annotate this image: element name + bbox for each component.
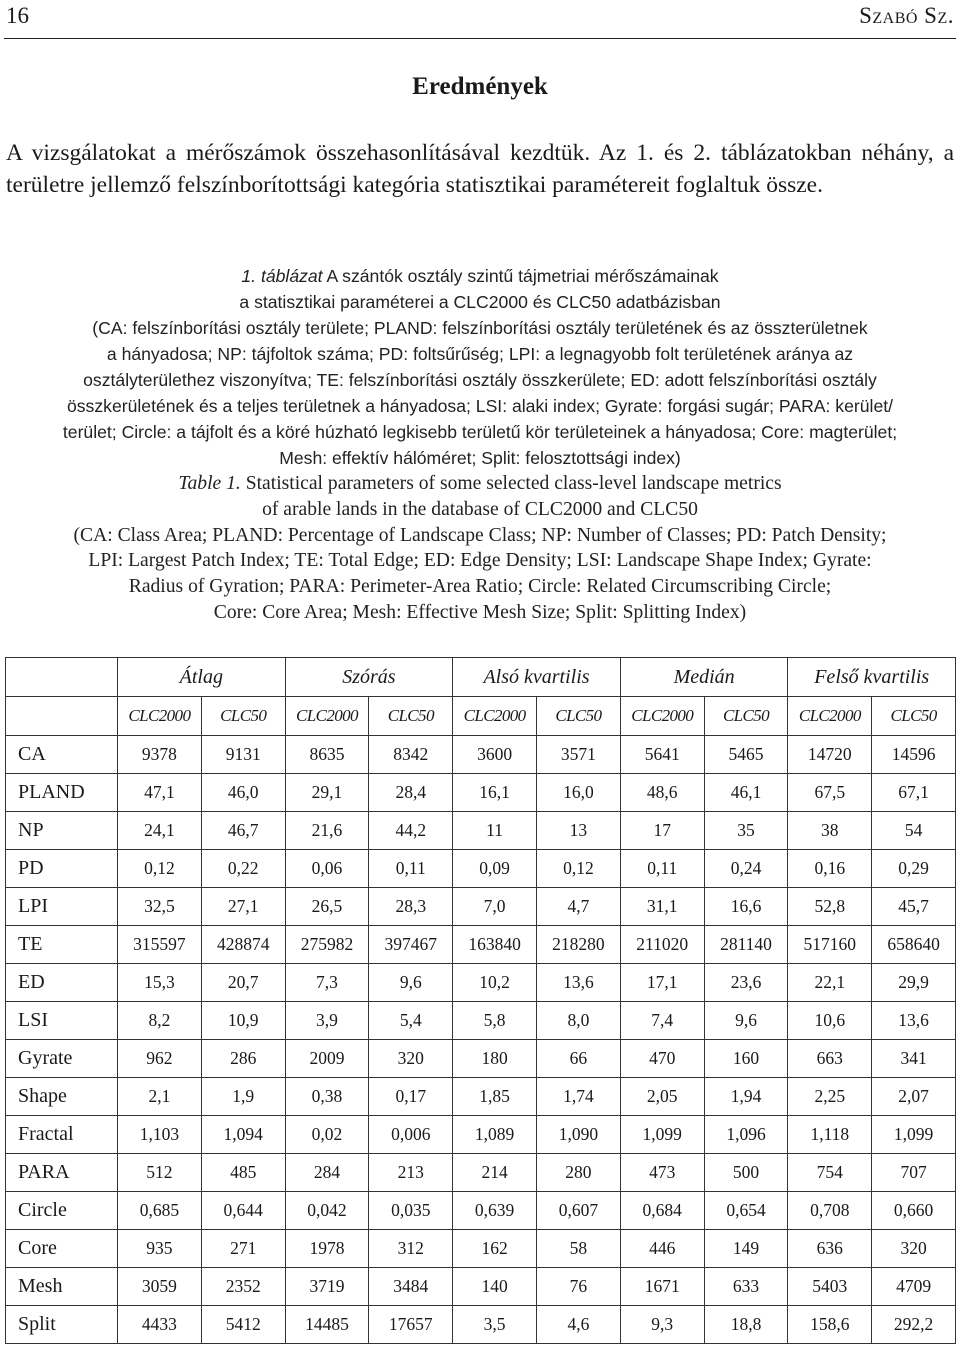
caption-hungarian (4, 263, 956, 471)
table-cell: 26,5 (285, 888, 369, 926)
table-cell: 0,09 (453, 850, 537, 888)
intro-paragraph (6, 137, 954, 201)
table-cell: 0,006 (369, 1116, 453, 1154)
row-label: Circle (6, 1192, 118, 1230)
table-cell: 15,3 (118, 964, 202, 1002)
caption-en-line: of arable lands in the database of CLC2000 and CLC50 (262, 498, 698, 520)
table-cell: 2,25 (788, 1078, 872, 1116)
column-header: CLC2000 (285, 697, 369, 736)
table-cell: 38 (788, 812, 872, 850)
statistics-table (5, 657, 956, 1344)
table-cell: 9378 (118, 736, 202, 774)
table-cell: 67,5 (788, 774, 872, 812)
caption-en-line: LPI: Largest Patch Index; TE: Total Edge; ED: Edge Density; LSI: Landscape Shape Index; Gyrate: (88, 550, 872, 572)
table-cell: 397467 (369, 926, 453, 964)
table-cell: 76 (537, 1268, 621, 1306)
table-cell: 0,02 (285, 1116, 369, 1154)
table-cell: 160 (704, 1040, 788, 1078)
table-row (6, 1306, 956, 1344)
group-header: Felső kvartilis (788, 658, 956, 697)
row-label: Fractal (6, 1116, 118, 1154)
table-cell: 4433 (118, 1306, 202, 1344)
table-cell: 2352 (201, 1268, 285, 1306)
table-cell: 1,9 (201, 1078, 285, 1116)
table-cell: 470 (620, 1040, 704, 1078)
table-cell: 707 (872, 1154, 956, 1192)
table-cell: 54 (872, 812, 956, 850)
table-cell: 16,0 (537, 774, 621, 812)
table-cell: 1,099 (872, 1116, 956, 1154)
table-body (6, 736, 956, 1344)
table-cell: 180 (453, 1040, 537, 1078)
table-cell: 0,12 (537, 850, 621, 888)
table-cell: 1,103 (118, 1116, 202, 1154)
corner-cell (6, 697, 118, 736)
table-row (6, 964, 956, 1002)
table-cell: 517160 (788, 926, 872, 964)
row-label: Core (6, 1230, 118, 1268)
table-cell: 3571 (537, 736, 621, 774)
table-cell: 281140 (704, 926, 788, 964)
table-cell: 3600 (453, 736, 537, 774)
table-row (6, 812, 956, 850)
caption-en-line: Radius of Gyration; PARA: Perimeter-Area Ratio; Circle: Related Circumscribing Circle; (128, 576, 832, 598)
table-cell: 0,685 (118, 1192, 202, 1230)
table-cell: 9,6 (369, 964, 453, 1002)
caption-en-line: (CA: Class Area; PLAND: Percentage of Landscape Class; NP: Number of Classes; PD: Patch Density; (73, 524, 887, 546)
table-cell: 473 (620, 1154, 704, 1192)
row-label: TE (6, 926, 118, 964)
table-cell: 320 (872, 1230, 956, 1268)
table-cell: 213 (369, 1154, 453, 1192)
table-cell: 17,1 (620, 964, 704, 1002)
table-cell: 280 (537, 1154, 621, 1192)
table-cell: 8635 (285, 736, 369, 774)
caption-hu-line: Mesh: effektív hálóméret; Split: felosztottsági index) (279, 448, 681, 468)
table-cell: 962 (118, 1040, 202, 1078)
caption-hu-line: (CA: felszínborítási osztály területe; PLAND: felszínborítási osztály területének és az összterületnek (92, 318, 868, 338)
caption-en-line (4, 471, 956, 497)
row-label: PLAND (6, 774, 118, 812)
table-cell: 28,4 (369, 774, 453, 812)
table-cell: 2009 (285, 1040, 369, 1078)
table-cell: 5,4 (369, 1002, 453, 1040)
group-header: Medián (620, 658, 788, 697)
row-label: PARA (6, 1154, 118, 1192)
table-cell: 1,099 (620, 1116, 704, 1154)
row-label: Gyrate (6, 1040, 118, 1078)
table-cell: 13,6 (537, 964, 621, 1002)
table-cell: 46,0 (201, 774, 285, 812)
caption-en-line: Core: Core Area; Mesh: Effective Mesh Size; Split: Splitting Index) (213, 601, 747, 623)
table-cell: 0,29 (872, 850, 956, 888)
column-header: CLC2000 (788, 697, 872, 736)
table-cell: 8342 (369, 736, 453, 774)
table-cell: 16,6 (704, 888, 788, 926)
group-header-row (6, 658, 956, 697)
table-cell: 5403 (788, 1268, 872, 1306)
table-cell: 29,9 (872, 964, 956, 1002)
table-cell: 1978 (285, 1230, 369, 1268)
running-head: Szabó Sz. (859, 3, 954, 28)
table-cell: 0,639 (453, 1192, 537, 1230)
table-cell: 446 (620, 1230, 704, 1268)
group-header: Átlag (118, 658, 286, 697)
table-cell: 214 (453, 1154, 537, 1192)
table-cell: 658640 (872, 926, 956, 964)
table-cell: 0,607 (537, 1192, 621, 1230)
table-cell: 3,9 (285, 1002, 369, 1040)
caption-en-title: Statistical parameters of some selected class-level landscape metrics (245, 473, 782, 494)
table-cell: 20,7 (201, 964, 285, 1002)
table-cell: 0,644 (201, 1192, 285, 1230)
table-cell: 0,660 (872, 1192, 956, 1230)
table-row (6, 1002, 956, 1040)
table-cell: 7,3 (285, 964, 369, 1002)
table-cell: 512 (118, 1154, 202, 1192)
table-cell: 3484 (369, 1268, 453, 1306)
table-cell: 3,5 (453, 1306, 537, 1344)
table-cell: 0,708 (788, 1192, 872, 1230)
table-cell: 286 (201, 1040, 285, 1078)
table-cell: 23,6 (704, 964, 788, 1002)
table-cell: 9131 (201, 736, 285, 774)
table-cell: 14596 (872, 736, 956, 774)
table-cell: 35 (704, 812, 788, 850)
table-cell: 14720 (788, 736, 872, 774)
table-cell: 1,090 (537, 1116, 621, 1154)
table-cell: 663 (788, 1040, 872, 1078)
table-cell: 13,6 (872, 1002, 956, 1040)
table-cell: 5465 (704, 736, 788, 774)
table-cell: 7,0 (453, 888, 537, 926)
table-cell: 0,654 (704, 1192, 788, 1230)
column-header: CLC2000 (620, 697, 704, 736)
row-label: Shape (6, 1078, 118, 1116)
table-cell: 67,1 (872, 774, 956, 812)
table-cell: 320 (369, 1040, 453, 1078)
table-cell: 52,8 (788, 888, 872, 926)
table-cell: 4,6 (537, 1306, 621, 1344)
table-cell: 218280 (537, 926, 621, 964)
caption-hu-line: osztályterülethez viszonyítva; TE: felszínborítási osztály összkerülete; ED: adott felszínborítási osztály (83, 370, 877, 390)
table-row (6, 850, 956, 888)
table-cell: 10,2 (453, 964, 537, 1002)
table-cell: 341 (872, 1040, 956, 1078)
table-row (6, 926, 956, 964)
table-row (6, 774, 956, 812)
table-cell: 3059 (118, 1268, 202, 1306)
table-cell: 0,042 (285, 1192, 369, 1230)
table-cell: 1,118 (788, 1116, 872, 1154)
table-cell: 0,684 (620, 1192, 704, 1230)
table-cell: 428874 (201, 926, 285, 964)
table-cell: 28,3 (369, 888, 453, 926)
table-cell: 46,7 (201, 812, 285, 850)
table-cell: 11 (453, 812, 537, 850)
column-header: CLC50 (872, 697, 956, 736)
table-row (6, 1116, 956, 1154)
table-cell: 0,22 (201, 850, 285, 888)
row-label: ED (6, 964, 118, 1002)
table-cell: 140 (453, 1268, 537, 1306)
caption-en-label: Table 1. (178, 473, 241, 494)
column-header: CLC50 (369, 697, 453, 736)
table-cell: 1,089 (453, 1116, 537, 1154)
table-cell: 9,6 (704, 1002, 788, 1040)
table-caption (4, 263, 956, 626)
table-cell: 31,1 (620, 888, 704, 926)
corner-cell (6, 658, 118, 697)
caption-hu-line: terület; Circle: a tájfolt és a köré húzható legkisebb területű kör területeinek a hányadosa; Core: magterület; (62, 422, 898, 442)
table-cell: 17657 (369, 1306, 453, 1344)
caption-english (4, 471, 956, 626)
table-cell: 162 (453, 1230, 537, 1268)
intro-text: A vizsgálatokat a mérőszámok összehasonlításával kezdtük. Az 1. és 2. táblázatokban néhány, a területre jellemző felszínborítottsági kategória statisztikai paramétereit foglaltuk össze. (6, 140, 954, 198)
caption-hu-label: 1. táblázat (241, 266, 323, 286)
column-header: CLC2000 (453, 697, 537, 736)
page-number: 16 (6, 3, 29, 28)
table-cell: 0,12 (118, 850, 202, 888)
table-cell: 0,035 (369, 1192, 453, 1230)
table-cell: 0,38 (285, 1078, 369, 1116)
table-cell: 633 (704, 1268, 788, 1306)
row-label: Mesh (6, 1268, 118, 1306)
table-cell: 17 (620, 812, 704, 850)
caption-hu-line: a hányadosa; NP: tájfoltok száma; PD: foltsűrűség; LPI: a legnagyobb folt területének aránya az (106, 344, 854, 364)
table-cell: 5412 (201, 1306, 285, 1344)
table-cell: 4709 (872, 1268, 956, 1306)
table-cell: 1,096 (704, 1116, 788, 1154)
table-row (6, 1230, 956, 1268)
table-cell: 485 (201, 1154, 285, 1192)
group-header: Alsó kvartilis (453, 658, 621, 697)
column-header: CLC50 (537, 697, 621, 736)
table-row (6, 1192, 956, 1230)
table-cell: 58 (537, 1230, 621, 1268)
table-row (6, 1154, 956, 1192)
table-cell: 211020 (620, 926, 704, 964)
table-row (6, 736, 956, 774)
table-cell: 29,1 (285, 774, 369, 812)
row-label: PD (6, 850, 118, 888)
table-cell: 48,6 (620, 774, 704, 812)
table-cell: 292,2 (872, 1306, 956, 1344)
caption-hu-line (4, 263, 956, 289)
table-cell: 275982 (285, 926, 369, 964)
table-cell: 0,11 (620, 850, 704, 888)
table-cell: 24,1 (118, 812, 202, 850)
table-cell: 4,7 (537, 888, 621, 926)
table-cell: 27,1 (201, 888, 285, 926)
table-row (6, 1040, 956, 1078)
table-cell: 8,2 (118, 1002, 202, 1040)
table-cell: 0,06 (285, 850, 369, 888)
table-cell: 13 (537, 812, 621, 850)
table-cell: 754 (788, 1154, 872, 1192)
table-cell: 2,1 (118, 1078, 202, 1116)
table-cell: 0,24 (704, 850, 788, 888)
table-cell: 284 (285, 1154, 369, 1192)
table-cell: 14485 (285, 1306, 369, 1344)
group-header: Szórás (285, 658, 453, 697)
table-cell: 46,1 (704, 774, 788, 812)
row-label: Split (6, 1306, 118, 1344)
table-cell: 0,16 (788, 850, 872, 888)
column-header: CLC2000 (118, 697, 202, 736)
table-cell: 1,74 (537, 1078, 621, 1116)
table-row (6, 1268, 956, 1306)
table-cell: 935 (118, 1230, 202, 1268)
table-cell: 45,7 (872, 888, 956, 926)
table-cell: 636 (788, 1230, 872, 1268)
table-cell: 2,07 (872, 1078, 956, 1116)
table-cell: 1,94 (704, 1078, 788, 1116)
table-cell: 22,1 (788, 964, 872, 1002)
table-cell: 44,2 (369, 812, 453, 850)
page-header (4, 0, 956, 39)
table-cell: 0,17 (369, 1078, 453, 1116)
table-cell: 16,1 (453, 774, 537, 812)
table-cell: 3719 (285, 1268, 369, 1306)
row-label: NP (6, 812, 118, 850)
row-label: LSI (6, 1002, 118, 1040)
table-cell: 312 (369, 1230, 453, 1268)
table-cell: 21,6 (285, 812, 369, 850)
table-cell: 149 (704, 1230, 788, 1268)
table-cell: 1,094 (201, 1116, 285, 1154)
caption-hu-line: a statisztikai paraméterei a CLC2000 és CLC50 adatbázisban (239, 292, 721, 312)
caption-hu-line: összkerületének és a teljes területnek a hányadosa; LSI: alaki index; Gyrate: forgási sugár; PARA: kerület/ (66, 396, 894, 416)
table-cell: 271 (201, 1230, 285, 1268)
table-cell: 1671 (620, 1268, 704, 1306)
row-label: LPI (6, 888, 118, 926)
table-cell: 8,0 (537, 1002, 621, 1040)
row-label: CA (6, 736, 118, 774)
table-cell: 158,6 (788, 1306, 872, 1344)
table-cell: 18,8 (704, 1306, 788, 1344)
table-cell: 9,3 (620, 1306, 704, 1344)
subheader-row (6, 697, 956, 736)
table-cell: 7,4 (620, 1002, 704, 1040)
table-cell: 32,5 (118, 888, 202, 926)
table-cell: 315597 (118, 926, 202, 964)
table-cell: 66 (537, 1040, 621, 1078)
caption-hu-title: A szántók osztály szintű tájmetriai mérőszámainak (326, 266, 719, 286)
table-cell: 10,6 (788, 1002, 872, 1040)
table-cell: 1,85 (453, 1078, 537, 1116)
column-header: CLC50 (704, 697, 788, 736)
column-header: CLC50 (201, 697, 285, 736)
table-cell: 500 (704, 1154, 788, 1192)
table-row (6, 1078, 956, 1116)
table-cell: 163840 (453, 926, 537, 964)
table-cell: 0,11 (369, 850, 453, 888)
table-cell: 10,9 (201, 1002, 285, 1040)
section-title: Eredmények (412, 73, 548, 100)
table-cell: 47,1 (118, 774, 202, 812)
table-cell: 5,8 (453, 1002, 537, 1040)
table-cell: 2,05 (620, 1078, 704, 1116)
table-cell: 5641 (620, 736, 704, 774)
table-row (6, 888, 956, 926)
